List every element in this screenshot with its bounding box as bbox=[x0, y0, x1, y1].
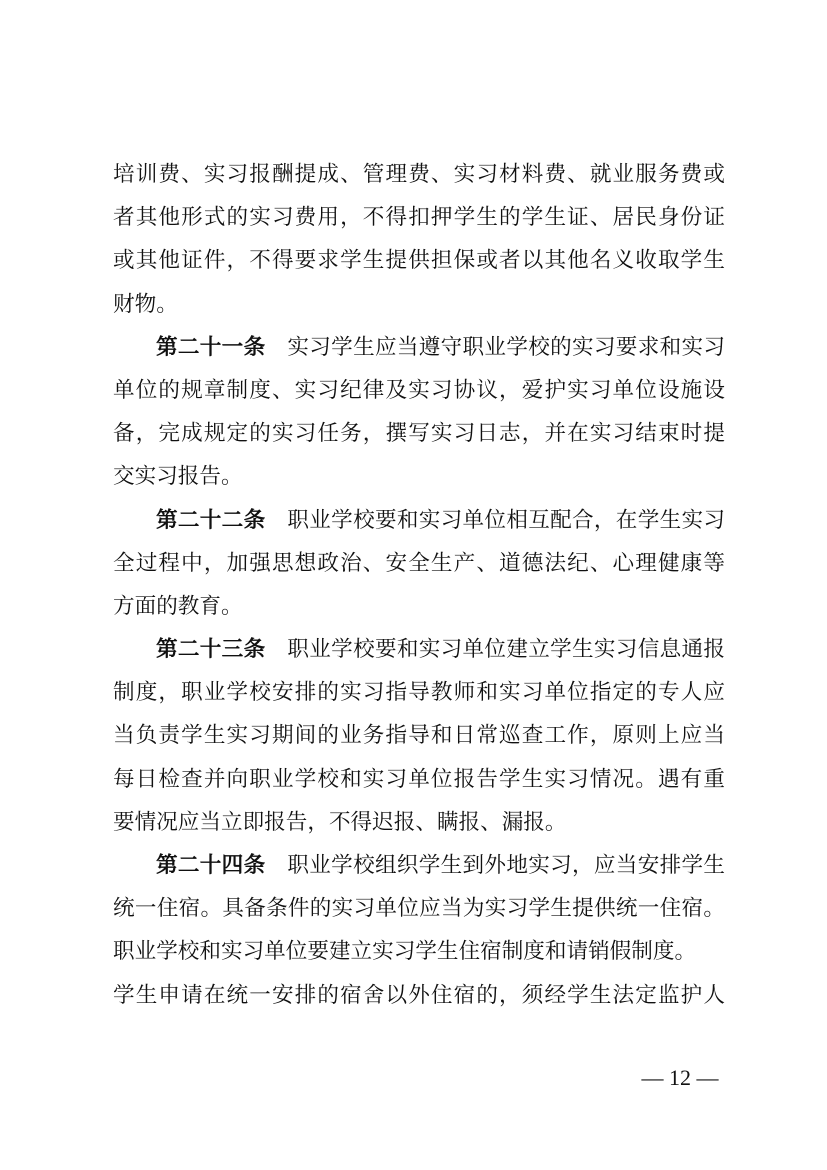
text-line: 要情况应当立即报告，不得迟报、瞒报、漏报。 bbox=[113, 809, 567, 835]
article-number: 第二十四条 bbox=[156, 853, 266, 878]
page-number: — 12 — bbox=[641, 1065, 719, 1090]
text-line: 学生申请在统一安排的宿舍以外住宿的，须经学生法定监护人 bbox=[113, 982, 725, 1008]
text-line: 职业学校和实习单位要建立实习学生住宿制度和请销假制度。 bbox=[113, 939, 697, 965]
text-line: 培训费、实习报酬提成、管理费、实习材料费、就业服务费或 bbox=[113, 162, 725, 187]
text-line: 交实习报告。 bbox=[113, 464, 243, 490]
text-line: 每日检查并向职业学校和实习单位报告学生实习情况。遇有重 bbox=[113, 766, 725, 792]
article-number: 第二十三条 bbox=[156, 637, 266, 663]
article-number: 第二十一条 bbox=[156, 334, 266, 360]
text-line-first bbox=[113, 844, 725, 887]
paragraph-continuation bbox=[113, 153, 725, 326]
text-line: 或其他证件，不得要求学生提供担保或者以其他名义收取学生 bbox=[113, 248, 725, 274]
text-line: 当负责学生实习期间的业务指导和日常巡查工作，原则上应当 bbox=[113, 723, 725, 749]
text-line-content: 职业学校组织学生到外地实习，应当安排学生 bbox=[287, 853, 725, 878]
article-23 bbox=[113, 628, 725, 844]
text-line-first bbox=[113, 628, 725, 671]
text-line-first bbox=[113, 499, 725, 542]
text-line: 统一住宿。具备条件的实习单位应当为实习学生提供统一住宿。 bbox=[113, 896, 725, 922]
text-line-content: 职业学校要和实习单位相互配合，在学生实习 bbox=[287, 507, 725, 533]
text-line: 制度，职业学校安排的实习指导教师和实习单位指定的专人应 bbox=[113, 680, 725, 706]
text-line: 者其他形式的实习费用，不得扣押学生的学生证、居民身份证 bbox=[113, 205, 725, 231]
text-line: 财物。 bbox=[113, 291, 178, 317]
text-line-first bbox=[113, 326, 725, 369]
article-21 bbox=[113, 326, 725, 499]
text-line-content: 职业学校要和实习单位建立学生实习信息通报 bbox=[287, 637, 725, 663]
article-24 bbox=[113, 844, 725, 1017]
article-22 bbox=[113, 499, 725, 629]
article-number: 第二十二条 bbox=[156, 507, 266, 533]
text-line: 备，完成规定的实习任务，撰写实习日志，并在实习结束时提 bbox=[113, 421, 725, 447]
text-line-content: 实习学生应当遵守职业学校的实习要求和实习 bbox=[287, 334, 725, 360]
text-line: 全过程中，加强思想政治、安全生产、道德法纪、心理健康等 bbox=[113, 550, 725, 576]
document-body bbox=[113, 153, 725, 1017]
text-line: 方面的教育。 bbox=[113, 593, 243, 619]
text-line: 单位的规章制度、实习纪律及实习协议，爱护实习单位设施设 bbox=[113, 377, 725, 403]
